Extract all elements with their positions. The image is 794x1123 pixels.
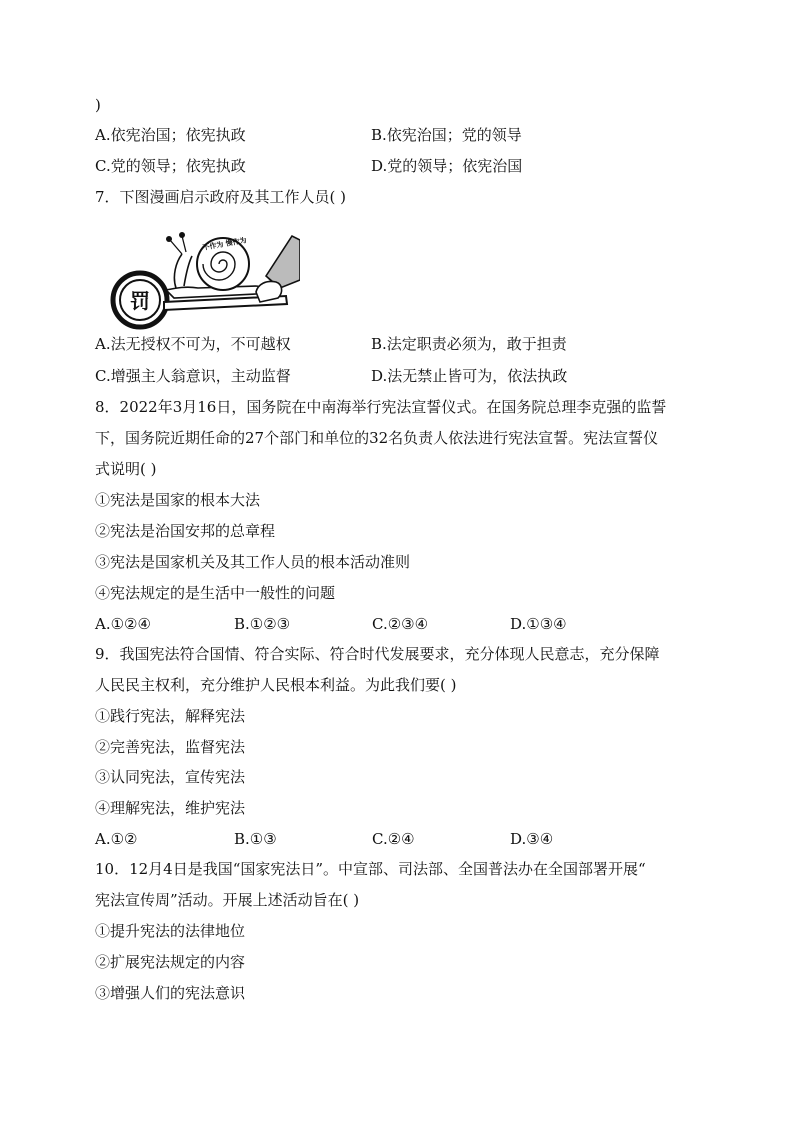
q7-option-c: C.增强主人翁意识，主动监督 <box>95 367 291 385</box>
q6-option-b: B.依宪治国；党的领导 <box>371 126 522 144</box>
q10-item-2: ②扩展宪法规定的内容 <box>95 953 246 971</box>
q9-item-4: ④理解宪法，维护宪法 <box>95 799 246 817</box>
q8-option-c: C.②③④ <box>372 615 429 633</box>
q9-stem-line-2: 人民民主权利，充分维护人民根本利益。为此我们要( ) <box>95 676 457 694</box>
q9-option-c: C.②④ <box>372 830 415 848</box>
q9-item-2: ②完善宪法，监督宪法 <box>95 738 246 756</box>
q10-item-1: ①提升宪法的法律地位 <box>95 922 246 940</box>
q6-option-d: D.党的领导；依宪治国 <box>371 157 523 175</box>
q10-stem-line-1: 10．12月4日是我国“国家宪法日”。中宣部、司法部、全国普法办在全国部署开展“ <box>95 860 646 878</box>
q10-item-3: ③增强人们的宪法意识 <box>95 984 246 1002</box>
q7-option-a: A.法无授权不可为，不可越权 <box>95 335 291 353</box>
q8-stem-line-2: 下，国务院近期任命的27个部门和单位的32名负责人依法进行宪法宣誓。宪法宣誓仪 <box>95 429 659 447</box>
q8-stem-line-3: 式说明( ) <box>95 460 157 478</box>
q9-option-a: A.①② <box>95 830 138 848</box>
q8-stem-line-1: 8．2022年3月16日，国务院在中南海举行宪法宣誓仪式。在国务院总理李克强的监誓 <box>95 398 667 416</box>
q6-option-c: C.党的领导；依宪执政 <box>95 157 246 175</box>
q8-option-b: B.①②③ <box>234 615 291 633</box>
shell-text: 不作为 慢作为 <box>201 236 248 252</box>
q10-stem-line-2: 宪法宣传周”活动。开展上述活动旨在( ) <box>95 891 360 909</box>
q7-option-b: B.法定职责必须为，敢于担责 <box>371 335 567 353</box>
q8-option-a: A.①②④ <box>95 615 151 633</box>
q9-item-1: ①践行宪法，解释宪法 <box>95 707 246 725</box>
penalty-sign-text: 罚 <box>130 289 150 313</box>
q6-tail: ) <box>95 96 101 114</box>
q9-option-b: B.①③ <box>234 830 277 848</box>
q6-option-a: A.依宪治国；依宪执政 <box>95 126 246 144</box>
q8-item-4: ④宪法规定的是生活中一般性的问题 <box>95 584 336 602</box>
q9-option-d: D.③④ <box>510 830 554 848</box>
snail-cartoon-image <box>106 228 300 346</box>
q8-item-1: ①宪法是国家的根本大法 <box>95 491 261 509</box>
q9-stem-line-1: 9．我国宪法符合国情、符合实际、符合时代发展要求，充分体现人民意志，充分保障 <box>95 645 660 663</box>
q8-item-2: ②宪法是治国安邦的总章程 <box>95 522 276 540</box>
q7-stem: 7．下图漫画启示政府及其工作人员( ) <box>95 188 347 206</box>
q9-item-3: ③认同宪法，宣传宪法 <box>95 768 246 786</box>
q8-item-3: ③宪法是国家机关及其工作人员的根本活动准则 <box>95 553 411 571</box>
q8-option-d: D.①③④ <box>510 615 567 633</box>
q7-option-d: D.法无禁止皆可为，依法执政 <box>371 367 568 385</box>
